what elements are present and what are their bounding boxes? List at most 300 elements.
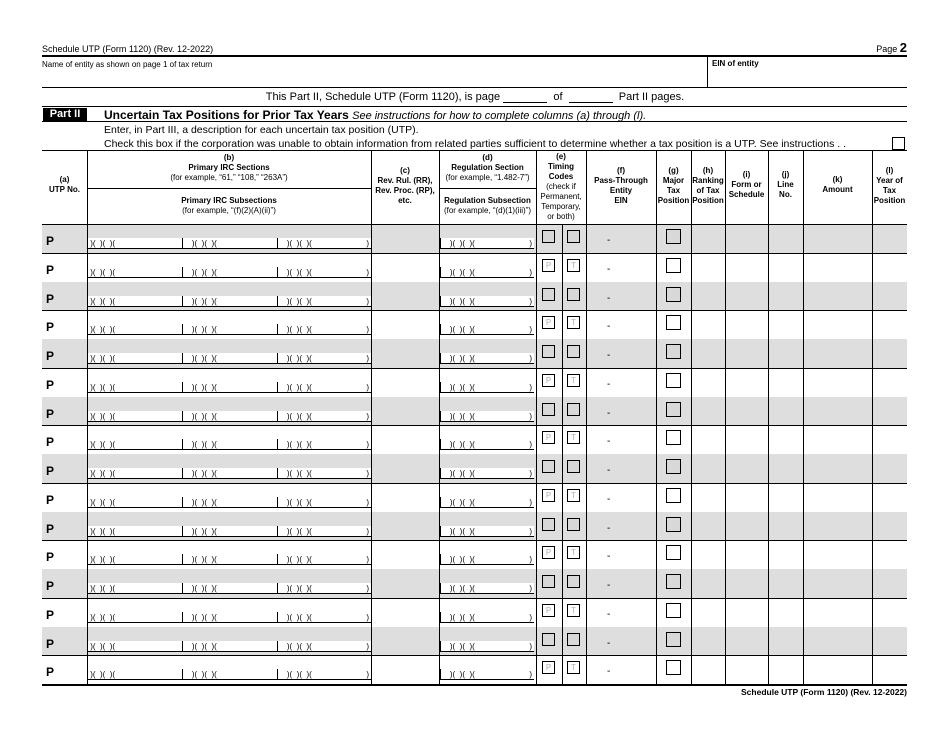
form-schedule-input[interactable] [725, 368, 768, 397]
irc-subsection-input[interactable]: )( )( )( [87, 324, 182, 335]
major-tax-position-checkbox[interactable] [666, 603, 681, 618]
major-tax-position-checkbox[interactable] [666, 344, 681, 359]
temporary-code-checkbox[interactable]: T [567, 633, 580, 646]
ein-input[interactable]: - [607, 436, 611, 448]
col-d-sub-example: (for example, “(d)(1)(iii)”) [443, 206, 532, 215]
col-j-letter: (j) [781, 170, 790, 179]
col-d-header [439, 153, 536, 183]
form-schedule-input[interactable] [725, 282, 768, 311]
ein-input[interactable]: - [607, 580, 611, 591]
regulation-subsection-input[interactable]: )( )( )( ) [441, 526, 532, 536]
major-tax-position-checkbox[interactable] [666, 315, 681, 330]
ein-input[interactable]: - [607, 378, 611, 390]
amount-input[interactable] [803, 253, 872, 282]
irc-subsection-input[interactable]: )( )( )( [87, 641, 182, 652]
irc-subsection-input[interactable]: )( )( )( [87, 296, 182, 307]
line-number-input[interactable] [768, 627, 803, 656]
col-a-label: UTP No. [49, 185, 80, 194]
year-input[interactable] [872, 512, 907, 541]
utp-number-prefix: P [46, 377, 55, 392]
line-number-input[interactable] [768, 512, 803, 541]
year-input[interactable] [872, 454, 907, 483]
ranking-input[interactable] [691, 512, 725, 541]
temporary-code-checkbox[interactable]: T [567, 489, 580, 502]
permanent-code-checkbox[interactable]: P [542, 374, 555, 387]
form-id-footer: Schedule UTP (Form 1120) (Rev. 12-2022) [741, 687, 907, 697]
irc-subsection-input[interactable]: )( )( )( ) [278, 584, 369, 593]
irc-subsection-input[interactable]: )( )( )( [87, 468, 182, 479]
ranking-input[interactable] [691, 454, 725, 483]
form-schedule-input[interactable] [725, 397, 768, 426]
amount-input[interactable] [803, 397, 872, 426]
regulation-subsection-input[interactable]: )( )( )( ) [441, 296, 532, 306]
col-d-divider [439, 188, 536, 189]
year-input[interactable] [872, 310, 907, 339]
regulation-subsection-input[interactable]: )( )( )( ) [441, 440, 532, 450]
regulation-subsection-input[interactable]: )( )( )( ) [441, 267, 532, 277]
irc-subsection-input[interactable]: )( )( )( [182, 554, 277, 565]
utp-number-prefix: P [46, 607, 55, 622]
form-schedule-input[interactable] [725, 598, 768, 627]
irc-subsection-input[interactable]: )( )( )( [182, 382, 277, 393]
irc-subsection-input[interactable]: )( )( )( ) [278, 325, 369, 335]
amount-input[interactable] [803, 224, 872, 253]
irc-subsection-input[interactable]: )( )( )( ) [278, 469, 369, 478]
temporary-code-checkbox[interactable]: T [567, 259, 580, 272]
form-schedule-input[interactable] [725, 425, 768, 454]
seg-close-paren: ) [366, 382, 369, 392]
irc-subsection-input[interactable]: )( )( )( ) [278, 670, 369, 680]
ein-input[interactable]: - [607, 407, 611, 419]
regulation-subsection-input[interactable]: )( )( )( ) [441, 239, 532, 248]
regulation-subsection-input[interactable]: )( )( )( ) [441, 584, 532, 593]
ranking-input[interactable] [691, 310, 725, 339]
col-b-sub-example: (for example, “(f)(2)(A)(ii)”) [182, 206, 276, 215]
irc-subsection-input[interactable]: )( )( )( [87, 238, 182, 249]
line-number-input[interactable] [768, 655, 803, 684]
irc-subsection-input[interactable]: )( )( )( ) [278, 641, 369, 651]
major-tax-position-checkbox[interactable] [666, 488, 681, 503]
irc-subsection-input[interactable]: )( )( )( [87, 612, 182, 623]
table-row [42, 540, 907, 569]
table-row [42, 569, 907, 598]
ranking-input[interactable] [691, 282, 725, 311]
year-input[interactable] [872, 627, 907, 656]
year-input[interactable] [872, 569, 907, 598]
major-tax-position-checkbox[interactable] [666, 459, 681, 474]
line-number-input[interactable] [768, 282, 803, 311]
related-party-checkbox[interactable] [892, 137, 905, 150]
ranking-input[interactable] [691, 569, 725, 598]
amount-input[interactable] [803, 483, 872, 512]
line-number-input[interactable] [768, 397, 803, 426]
seg-close-paren: ) [529, 354, 532, 363]
temporary-code-checkbox[interactable]: T [567, 230, 580, 243]
col-b-letter: (b) [223, 153, 235, 162]
permanent-code-checkbox[interactable]: P [542, 259, 555, 272]
form-schedule-input[interactable] [725, 655, 768, 684]
ranking-input[interactable] [691, 224, 725, 253]
seg-close-paren: ) [529, 411, 532, 421]
year-input[interactable] [872, 425, 907, 454]
irc-subsection-input[interactable]: )( )( )( [182, 439, 277, 450]
irc-subsection-input[interactable]: )( )( )( ) [278, 411, 369, 421]
col-g-label1: Major [662, 176, 685, 185]
ein-input[interactable]: - [607, 292, 611, 304]
ein-input[interactable]: - [607, 637, 611, 649]
permanent-code-checkbox[interactable]: P [542, 489, 555, 502]
regulation-subsection-input[interactable]: )( )( )( ) [441, 411, 532, 421]
irc-subsection-input[interactable]: )( )( )( [182, 669, 277, 680]
major-tax-position-checkbox[interactable] [666, 660, 681, 675]
temporary-code-checkbox[interactable]: T [567, 374, 580, 387]
column-rule [536, 150, 537, 684]
revenue-ruling-input[interactable] [371, 454, 439, 483]
col-i-letter: (i) [742, 170, 751, 179]
amount-input[interactable] [803, 540, 872, 569]
revenue-ruling-input[interactable] [371, 224, 439, 253]
page-indicator [876, 40, 907, 55]
major-tax-position-checkbox[interactable] [666, 373, 681, 388]
irc-subsection-input[interactable]: )( )( )( [182, 411, 277, 422]
year-input[interactable] [872, 339, 907, 368]
page-line-prefix: This Part II, Schedule UTP (Form 1120), is page [265, 91, 501, 103]
col-d-sub-label: Regulation Subsection [444, 196, 531, 205]
irc-subsection-input[interactable]: )( )( )( [182, 324, 277, 335]
irc-subsection-input[interactable]: )( )( )( [87, 583, 182, 594]
regulation-subsection-input[interactable]: )( )( )( ) [441, 670, 532, 680]
seg-close-paren: ) [529, 612, 532, 622]
amount-input[interactable] [803, 310, 872, 339]
amount-input[interactable] [803, 655, 872, 684]
amount-input[interactable] [803, 425, 872, 454]
permanent-code-checkbox[interactable]: P [542, 460, 555, 473]
regulation-subsection-input[interactable]: )( )( )( ) [441, 382, 532, 392]
line-number-input[interactable] [768, 224, 803, 253]
table-row [42, 310, 907, 339]
revenue-ruling-input[interactable] [371, 569, 439, 598]
irc-subsection-input[interactable]: )( )( )( ) [278, 555, 369, 565]
temporary-code-checkbox[interactable]: T [567, 661, 580, 674]
form-schedule-input[interactable] [725, 627, 768, 656]
year-input[interactable] [872, 655, 907, 684]
irc-subsection-input[interactable]: )( )( )( ) [278, 497, 369, 507]
temporary-code-checkbox[interactable]: T [567, 403, 580, 416]
irc-subsection-input[interactable]: )( )( )( [87, 411, 182, 422]
ranking-input[interactable] [691, 598, 725, 627]
line-number-input[interactable] [768, 454, 803, 483]
line-number-input[interactable] [768, 483, 803, 512]
regulation-subsection-input[interactable]: )( )( )( ) [441, 497, 532, 507]
irc-subsection-input[interactable]: )( )( )( ) [278, 267, 369, 277]
utp-number-prefix: P [46, 521, 55, 536]
part-title-text: Uncertain Tax Positions for Prior Tax Years [104, 108, 349, 122]
permanent-code-checkbox[interactable]: P [542, 546, 555, 559]
regulation-subsection-input[interactable]: )( )( )( ) [441, 612, 532, 622]
form-schedule-input[interactable] [725, 224, 768, 253]
irc-subsection-input[interactable]: )( )( )( [182, 583, 277, 594]
major-tax-position-checkbox[interactable] [666, 517, 681, 532]
col-j-label1: Line [777, 180, 794, 189]
col-i-label2: Schedule [728, 190, 765, 199]
revenue-ruling-input[interactable] [371, 598, 439, 627]
irc-subsection-input[interactable]: )( )( )( [182, 267, 277, 278]
utp-number-prefix: P [46, 320, 55, 335]
temporary-code-checkbox[interactable]: T [567, 431, 580, 444]
irc-subsection-input[interactable]: )( )( )( [182, 296, 277, 307]
part-instruction: Enter, in Part III, a description for each uncertain tax position (UTP). [104, 124, 419, 136]
major-tax-position-checkbox[interactable] [666, 229, 681, 244]
line-number-input[interactable] [768, 339, 803, 368]
revenue-ruling-input[interactable] [371, 253, 439, 282]
irc-subsection-input[interactable]: )( )( )( [182, 526, 277, 537]
column-rule [768, 150, 769, 684]
revenue-ruling-input[interactable] [371, 339, 439, 368]
permanent-code-checkbox[interactable]: P [542, 403, 555, 416]
ranking-input[interactable] [691, 540, 725, 569]
temporary-code-checkbox[interactable]: T [567, 575, 580, 588]
form-schedule-input[interactable] [725, 454, 768, 483]
column-rule [803, 150, 804, 684]
irc-subsection-input[interactable]: )( )( )( [182, 612, 277, 623]
temporary-code-checkbox[interactable]: T [567, 316, 580, 329]
col-i-header [725, 170, 768, 200]
ranking-input[interactable] [691, 483, 725, 512]
col-g-header [656, 166, 691, 206]
permanent-code-checkbox[interactable]: P [542, 288, 555, 301]
ein-input[interactable]: - [607, 522, 611, 534]
major-tax-position-checkbox[interactable] [666, 430, 681, 445]
irc-subsection-input[interactable]: )( )( )( [87, 382, 182, 393]
permanent-code-checkbox[interactable]: P [542, 575, 555, 588]
line-number-input[interactable] [768, 425, 803, 454]
regulation-subsection-input[interactable]: )( )( )( ) [441, 555, 532, 565]
table-row [42, 253, 907, 282]
ranking-input[interactable] [691, 339, 725, 368]
table-bottom-rule [42, 684, 907, 686]
amount-input[interactable] [803, 368, 872, 397]
amount-input[interactable] [803, 454, 872, 483]
amount-input[interactable] [803, 598, 872, 627]
ein-input[interactable]: - [607, 493, 611, 505]
part-title-note: See instructions for how to complete columns (a) through (l). [352, 110, 647, 122]
ein-input[interactable]: - [607, 235, 611, 246]
form-schedule-input[interactable] [725, 310, 768, 339]
ein-input[interactable]: - [607, 551, 611, 563]
utp-number-prefix: P [46, 464, 55, 478]
permanent-code-checkbox[interactable]: P [542, 345, 555, 358]
irc-subsection-input[interactable]: )( )( )( ) [278, 526, 369, 536]
column-rule [562, 224, 563, 684]
page-label: Page [876, 44, 898, 54]
revenue-ruling-input[interactable] [371, 483, 439, 512]
ranking-input[interactable] [691, 655, 725, 684]
year-input[interactable] [872, 224, 907, 253]
seg-close-paren: ) [529, 239, 532, 248]
permanent-code-checkbox[interactable]: P [542, 661, 555, 674]
temporary-code-checkbox[interactable]: T [567, 460, 580, 473]
amount-input[interactable] [803, 512, 872, 541]
revenue-ruling-input[interactable] [371, 540, 439, 569]
irc-subsection-input[interactable]: )( )( )( [87, 554, 182, 565]
ein-field[interactable] [712, 70, 902, 86]
temporary-code-checkbox[interactable]: T [567, 288, 580, 301]
major-tax-position-checkbox[interactable] [666, 287, 681, 302]
page-number-input[interactable] [503, 91, 547, 103]
revenue-ruling-input[interactable] [371, 397, 439, 426]
col-f-label1: Pass-Through [594, 176, 648, 185]
form-schedule-input[interactable] [725, 339, 768, 368]
permanent-code-checkbox[interactable]: P [542, 518, 555, 531]
revenue-ruling-input[interactable] [371, 425, 439, 454]
irc-subsection-input[interactable]: )( )( )( [87, 353, 182, 364]
regulation-subsection-input[interactable]: )( )( )( ) [441, 325, 532, 335]
regulation-subsection-input[interactable]: )( )( )( ) [441, 469, 532, 478]
total-pages-input[interactable] [569, 91, 613, 103]
ranking-input[interactable] [691, 425, 725, 454]
permanent-code-checkbox[interactable]: P [542, 431, 555, 444]
major-tax-position-checkbox[interactable] [666, 258, 681, 273]
ranking-input[interactable] [691, 627, 725, 656]
major-tax-position-checkbox[interactable] [666, 402, 681, 417]
utp-number-prefix: P [46, 234, 55, 248]
irc-subsection-input[interactable]: )( )( )( ) [278, 296, 369, 306]
regulation-subsection-input[interactable]: )( )( )( ) [441, 354, 532, 363]
year-input[interactable] [872, 397, 907, 426]
amount-input[interactable] [803, 339, 872, 368]
ein-input[interactable]: - [607, 666, 611, 678]
col-b-sub-label: Primary IRC Subsections [181, 196, 277, 205]
irc-subsection-input[interactable]: )( )( )( [182, 497, 277, 508]
revenue-ruling-input[interactable] [371, 627, 439, 656]
revenue-ruling-input[interactable] [371, 310, 439, 339]
year-input[interactable] [872, 253, 907, 282]
form-schedule-input[interactable] [725, 483, 768, 512]
irc-subsection-input[interactable]: )( )( )( [87, 439, 182, 450]
temporary-code-checkbox[interactable]: T [567, 345, 580, 358]
form-schedule-input[interactable] [725, 569, 768, 598]
line-number-input[interactable] [768, 310, 803, 339]
col-d-label: Regulation Section [451, 163, 524, 172]
amount-input[interactable] [803, 282, 872, 311]
ein-input[interactable]: - [607, 350, 611, 361]
ranking-input[interactable] [691, 397, 725, 426]
col-e-note3: Temporary, [541, 202, 581, 211]
col-b-divider [87, 188, 371, 189]
col-c-label2: Rev. Proc. (RP), [375, 186, 435, 195]
utp-number-prefix: P [46, 550, 55, 565]
ein-input[interactable]: - [607, 608, 611, 620]
ranking-input[interactable] [691, 368, 725, 397]
entity-name-field[interactable] [42, 70, 706, 86]
col-k-label: Amount [822, 185, 853, 194]
irc-subsection-input[interactable]: )( )( )( [87, 497, 182, 508]
seg-close-paren: ) [529, 325, 532, 335]
col-l-letter: (l) [885, 166, 894, 175]
permanent-code-checkbox[interactable]: P [542, 604, 555, 617]
major-tax-position-checkbox[interactable] [666, 574, 681, 589]
irc-subsection-input[interactable]: )( )( )( [87, 526, 182, 537]
line-number-input[interactable] [768, 569, 803, 598]
line-number-input[interactable] [768, 253, 803, 282]
temporary-code-checkbox[interactable]: T [567, 604, 580, 617]
part-title [104, 108, 646, 122]
col-e-note4: or both) [547, 212, 575, 221]
irc-subsection-input[interactable]: )( )( )( ) [278, 239, 369, 248]
year-input[interactable] [872, 483, 907, 512]
amount-input[interactable] [803, 569, 872, 598]
permanent-code-checkbox[interactable]: P [542, 230, 555, 243]
related-party-check-text [104, 138, 846, 150]
irc-subsection-input[interactable]: )( )( )( [87, 669, 182, 680]
permanent-code-checkbox[interactable]: P [542, 316, 555, 329]
col-h-letter: (h) [702, 166, 714, 175]
seg-close-paren: ) [529, 555, 532, 565]
irc-subsection-input[interactable]: )( )( )( ) [278, 354, 369, 363]
column-rule [725, 150, 726, 684]
irc-subsection-input[interactable]: )( )( )( ) [278, 440, 369, 450]
col-b-label: Primary IRC Sections [188, 163, 270, 172]
temporary-code-checkbox[interactable]: T [567, 546, 580, 559]
utp-number-prefix: P [46, 291, 55, 306]
table-row [42, 454, 907, 483]
line-number-input[interactable] [768, 540, 803, 569]
form-schedule-input[interactable] [725, 540, 768, 569]
revenue-ruling-input[interactable] [371, 368, 439, 397]
ein-input[interactable]: - [607, 465, 611, 476]
temporary-code-checkbox[interactable]: T [567, 518, 580, 531]
irc-subsection-input[interactable]: )( )( )( [87, 267, 182, 278]
irc-subsection-input[interactable]: )( )( )( [182, 353, 277, 364]
year-input[interactable] [872, 540, 907, 569]
irc-subsection-input[interactable]: )( )( )( ) [278, 612, 369, 622]
major-tax-position-checkbox[interactable] [666, 632, 681, 647]
ein-input[interactable]: - [607, 321, 611, 333]
irc-subsection-input[interactable]: )( )( )( [182, 468, 277, 479]
col-e-letter: (e) [556, 152, 566, 161]
regulation-subsection-input[interactable]: )( )( )( ) [441, 641, 532, 651]
line-number-input[interactable] [768, 598, 803, 627]
header-rule [42, 55, 907, 57]
ein-input[interactable]: - [607, 263, 611, 275]
form-schedule-input[interactable] [725, 253, 768, 282]
table-row [42, 483, 907, 512]
col-g-letter: (g) [668, 166, 679, 175]
irc-subsection-input[interactable]: )( )( )( [182, 641, 277, 652]
col-h-header [691, 166, 725, 206]
revenue-ruling-input[interactable] [371, 655, 439, 684]
year-input[interactable] [872, 598, 907, 627]
revenue-ruling-input[interactable] [371, 512, 439, 541]
ranking-input[interactable] [691, 253, 725, 282]
year-input[interactable] [872, 282, 907, 311]
line-number-input[interactable] [768, 368, 803, 397]
revenue-ruling-input[interactable] [371, 282, 439, 311]
leader-dots: . . [837, 138, 847, 150]
year-input[interactable] [872, 368, 907, 397]
col-e-note2: Permanent, [540, 192, 582, 201]
irc-subsection-input[interactable]: )( )( )( [182, 238, 277, 249]
col-k-header [803, 175, 872, 195]
amount-input[interactable] [803, 627, 872, 656]
major-tax-position-checkbox[interactable] [666, 545, 681, 560]
seg-close-paren: ) [366, 440, 369, 450]
table-row [42, 598, 907, 627]
irc-subsection-input[interactable]: )( )( )( ) [278, 382, 369, 392]
permanent-code-checkbox[interactable]: P [542, 633, 555, 646]
form-schedule-input[interactable] [725, 512, 768, 541]
col-c-header [371, 166, 439, 206]
